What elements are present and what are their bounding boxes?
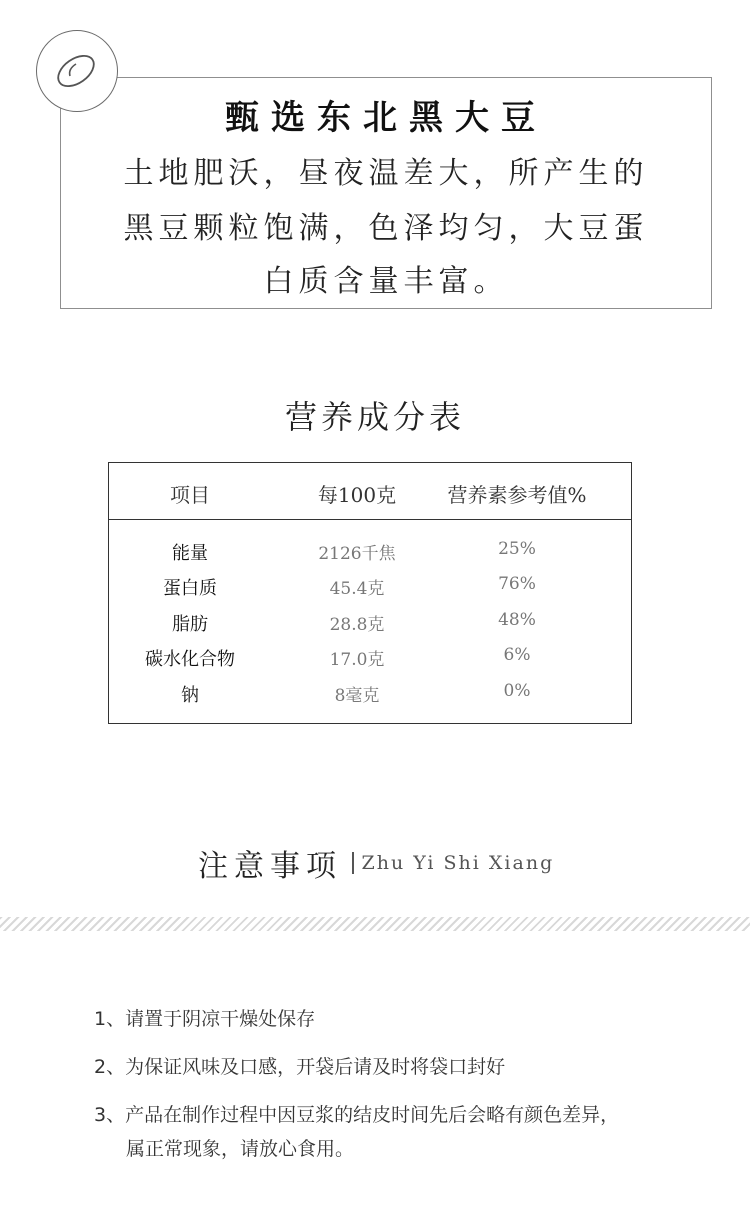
heading-divider	[352, 852, 354, 874]
header-per-100g: 每100克	[317, 483, 397, 507]
intro-title: 甄选东北黑大豆	[225, 98, 547, 138]
row-name: 碳水化合物	[145, 649, 235, 670]
header-item: 项目	[170, 483, 210, 507]
note-item: 3、产品在制作过程中因豆浆的结皮时间先后会略有颜色差异，	[94, 1104, 620, 1126]
intro-text-line: 土地肥沃，昼夜温差大，所产生的	[123, 156, 649, 191]
row-nrv: 76%	[498, 574, 536, 594]
row-amount: 8毫克	[334, 686, 380, 706]
note-item: 1、请置于阴凉干燥处保存	[94, 1008, 316, 1030]
row-amount: 2126千焦	[318, 544, 396, 564]
row-name: 脂肪	[172, 614, 208, 635]
decorative-stripe	[0, 917, 750, 931]
nutrition-table-header	[109, 463, 631, 520]
nutrition-title: 营养成分表	[284, 398, 465, 436]
row-nrv: 48%	[498, 610, 536, 630]
note-item: 2、为保证风味及口感，开袋后请及时将袋口封好	[94, 1056, 506, 1078]
row-nrv: 25%	[498, 539, 536, 559]
row-nrv: 0%	[503, 681, 531, 701]
table-row	[109, 539, 631, 569]
row-amount: 28.8克	[329, 615, 385, 635]
table-row	[109, 610, 631, 640]
notes-heading-en: Zhu Yi Shi Xiang	[361, 852, 555, 874]
intro-text-line: 黑豆颗粒饱满，色泽均匀，大豆蛋	[123, 211, 649, 246]
note-item-continued: 属正常现象，请放心食用。	[126, 1138, 355, 1160]
intro-text-line: 白质含量丰富。	[263, 264, 509, 299]
notes-heading-cn: 注意事项	[198, 849, 342, 884]
table-row	[109, 645, 631, 675]
row-name: 能量	[172, 543, 208, 564]
row-name: 蛋白质	[163, 578, 217, 599]
nutrition-table	[108, 462, 632, 724]
notes-heading	[198, 840, 554, 886]
row-amount: 17.0克	[329, 650, 385, 670]
row-name: 钠	[181, 685, 199, 706]
table-row	[109, 681, 631, 711]
row-amount: 45.4克	[329, 579, 385, 599]
header-nrv: 营养素参考值%	[447, 483, 587, 507]
table-row	[109, 574, 631, 604]
row-nrv: 6%	[503, 645, 531, 665]
